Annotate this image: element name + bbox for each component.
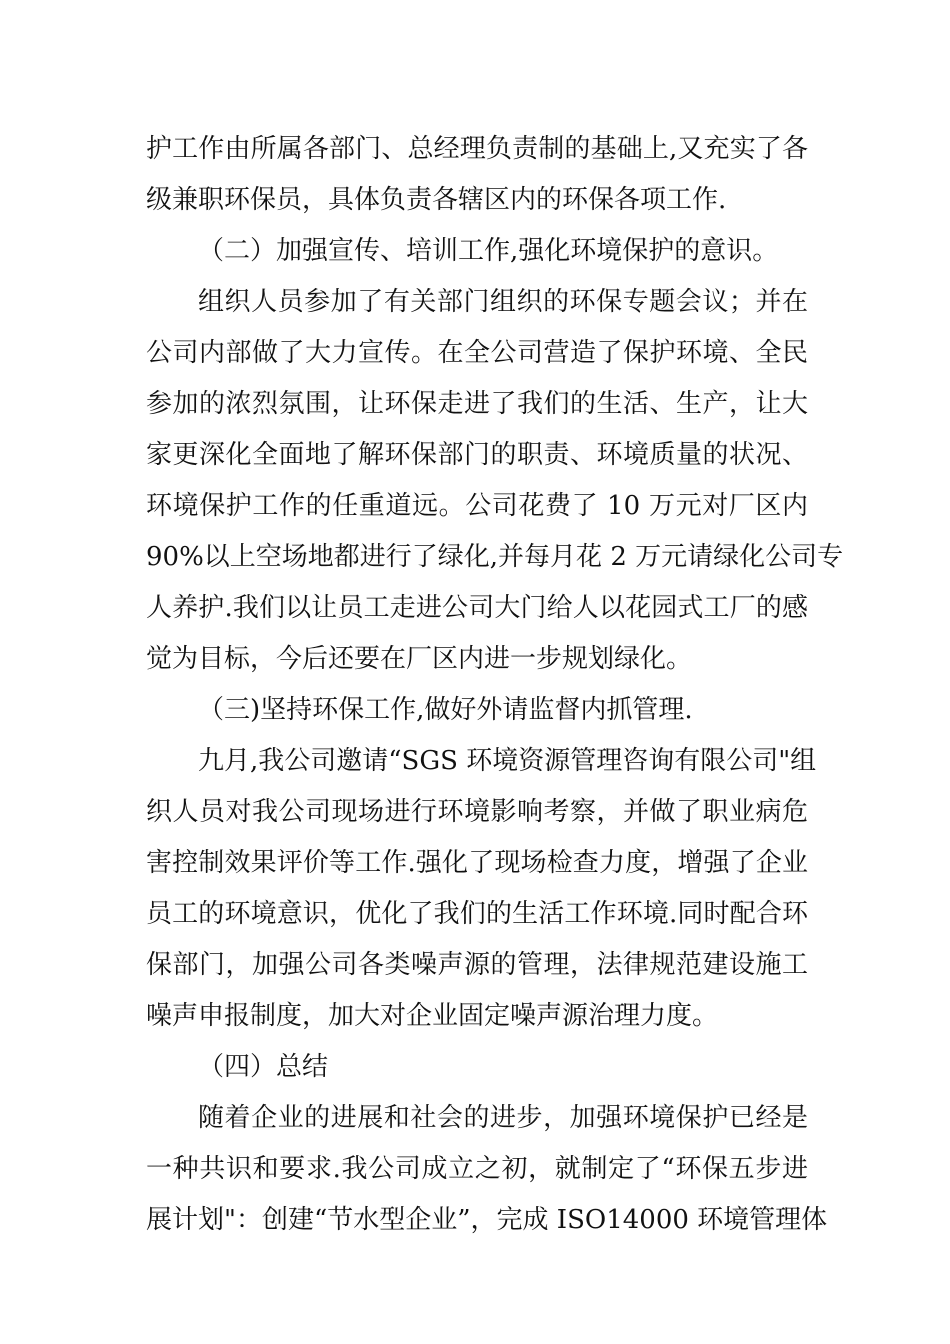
text-line: 觉为目标，今后还要在厂区内进一步规划绿化。: [146, 644, 693, 674]
text-line: 级兼职环保员，具体负责各辖区内的环保各项工作.: [146, 185, 727, 215]
paragraph-supervision: [146, 736, 817, 1042]
text-line: 组织人员参加了有关部门组织的环保专题会议；并在: [198, 287, 808, 317]
section-heading-summary: （四）总结: [198, 1052, 329, 1082]
text-line: 参加的浓烈氛围，让环保走进了我们的生活、生产，让大: [146, 389, 808, 419]
text-line: 家更深化全面地了解环保部门的职责、环境质量的状况、: [146, 440, 808, 470]
text-line: 公司内部做了大力宣传。在全公司营造了保护环境、全民: [146, 338, 808, 368]
text-line: 员工的环境意识，优化了我们的生活工作环境.同时配合环: [146, 899, 808, 929]
text-line: 噪声申报制度，加大对企业固定噪声源治理力度。: [146, 1001, 719, 1031]
section-heading-publicity: （二）加强宣传、培训工作,强化环境保护的意识。: [198, 236, 779, 266]
paragraph-responsibility: [146, 124, 808, 226]
text-line: 人养护.我们以让员工走进公司大门给人以花园式工厂的感: [146, 593, 808, 623]
text-line: 保部门，加强公司各类噪声源的管理，法律规范建设施工: [146, 950, 808, 980]
section-heading-supervision: （三)坚持环保工作,做好外请监督内抓管理.: [198, 695, 693, 725]
text-line: 护工作由所属各部门、总经理负责制的基础上,又充实了各: [146, 134, 808, 164]
text-line: 随着企业的进展和社会的进步，加强环境保护已经是: [198, 1103, 808, 1133]
text-line: 一种共识和要求.我公司成立之初，就制定了“环保五步进: [146, 1154, 808, 1184]
text-line: 展计划"：创建“节水型企业”，完成 ISO14000 环境管理体: [146, 1205, 828, 1235]
paragraph-summary: [146, 1093, 828, 1246]
text-line: 害控制效果评价等工作.强化了现场检查力度，增强了企业: [146, 848, 808, 878]
text-line: 织人员对我公司现场进行环境影响考察，并做了职业病危: [146, 797, 808, 827]
paragraph-publicity: [146, 277, 844, 685]
text-line: 九月,我公司邀请“SGS 环境资源管理咨询有限公司"组: [198, 746, 817, 776]
text-line: 环境保护工作的任重道远。公司花费了 10 万元对厂区内: [146, 491, 808, 521]
document-body: [146, 124, 844, 1246]
text-line: 90%以上空场地都进行了绿化,并每月花 2 万元请绿化公司专: [146, 542, 844, 572]
